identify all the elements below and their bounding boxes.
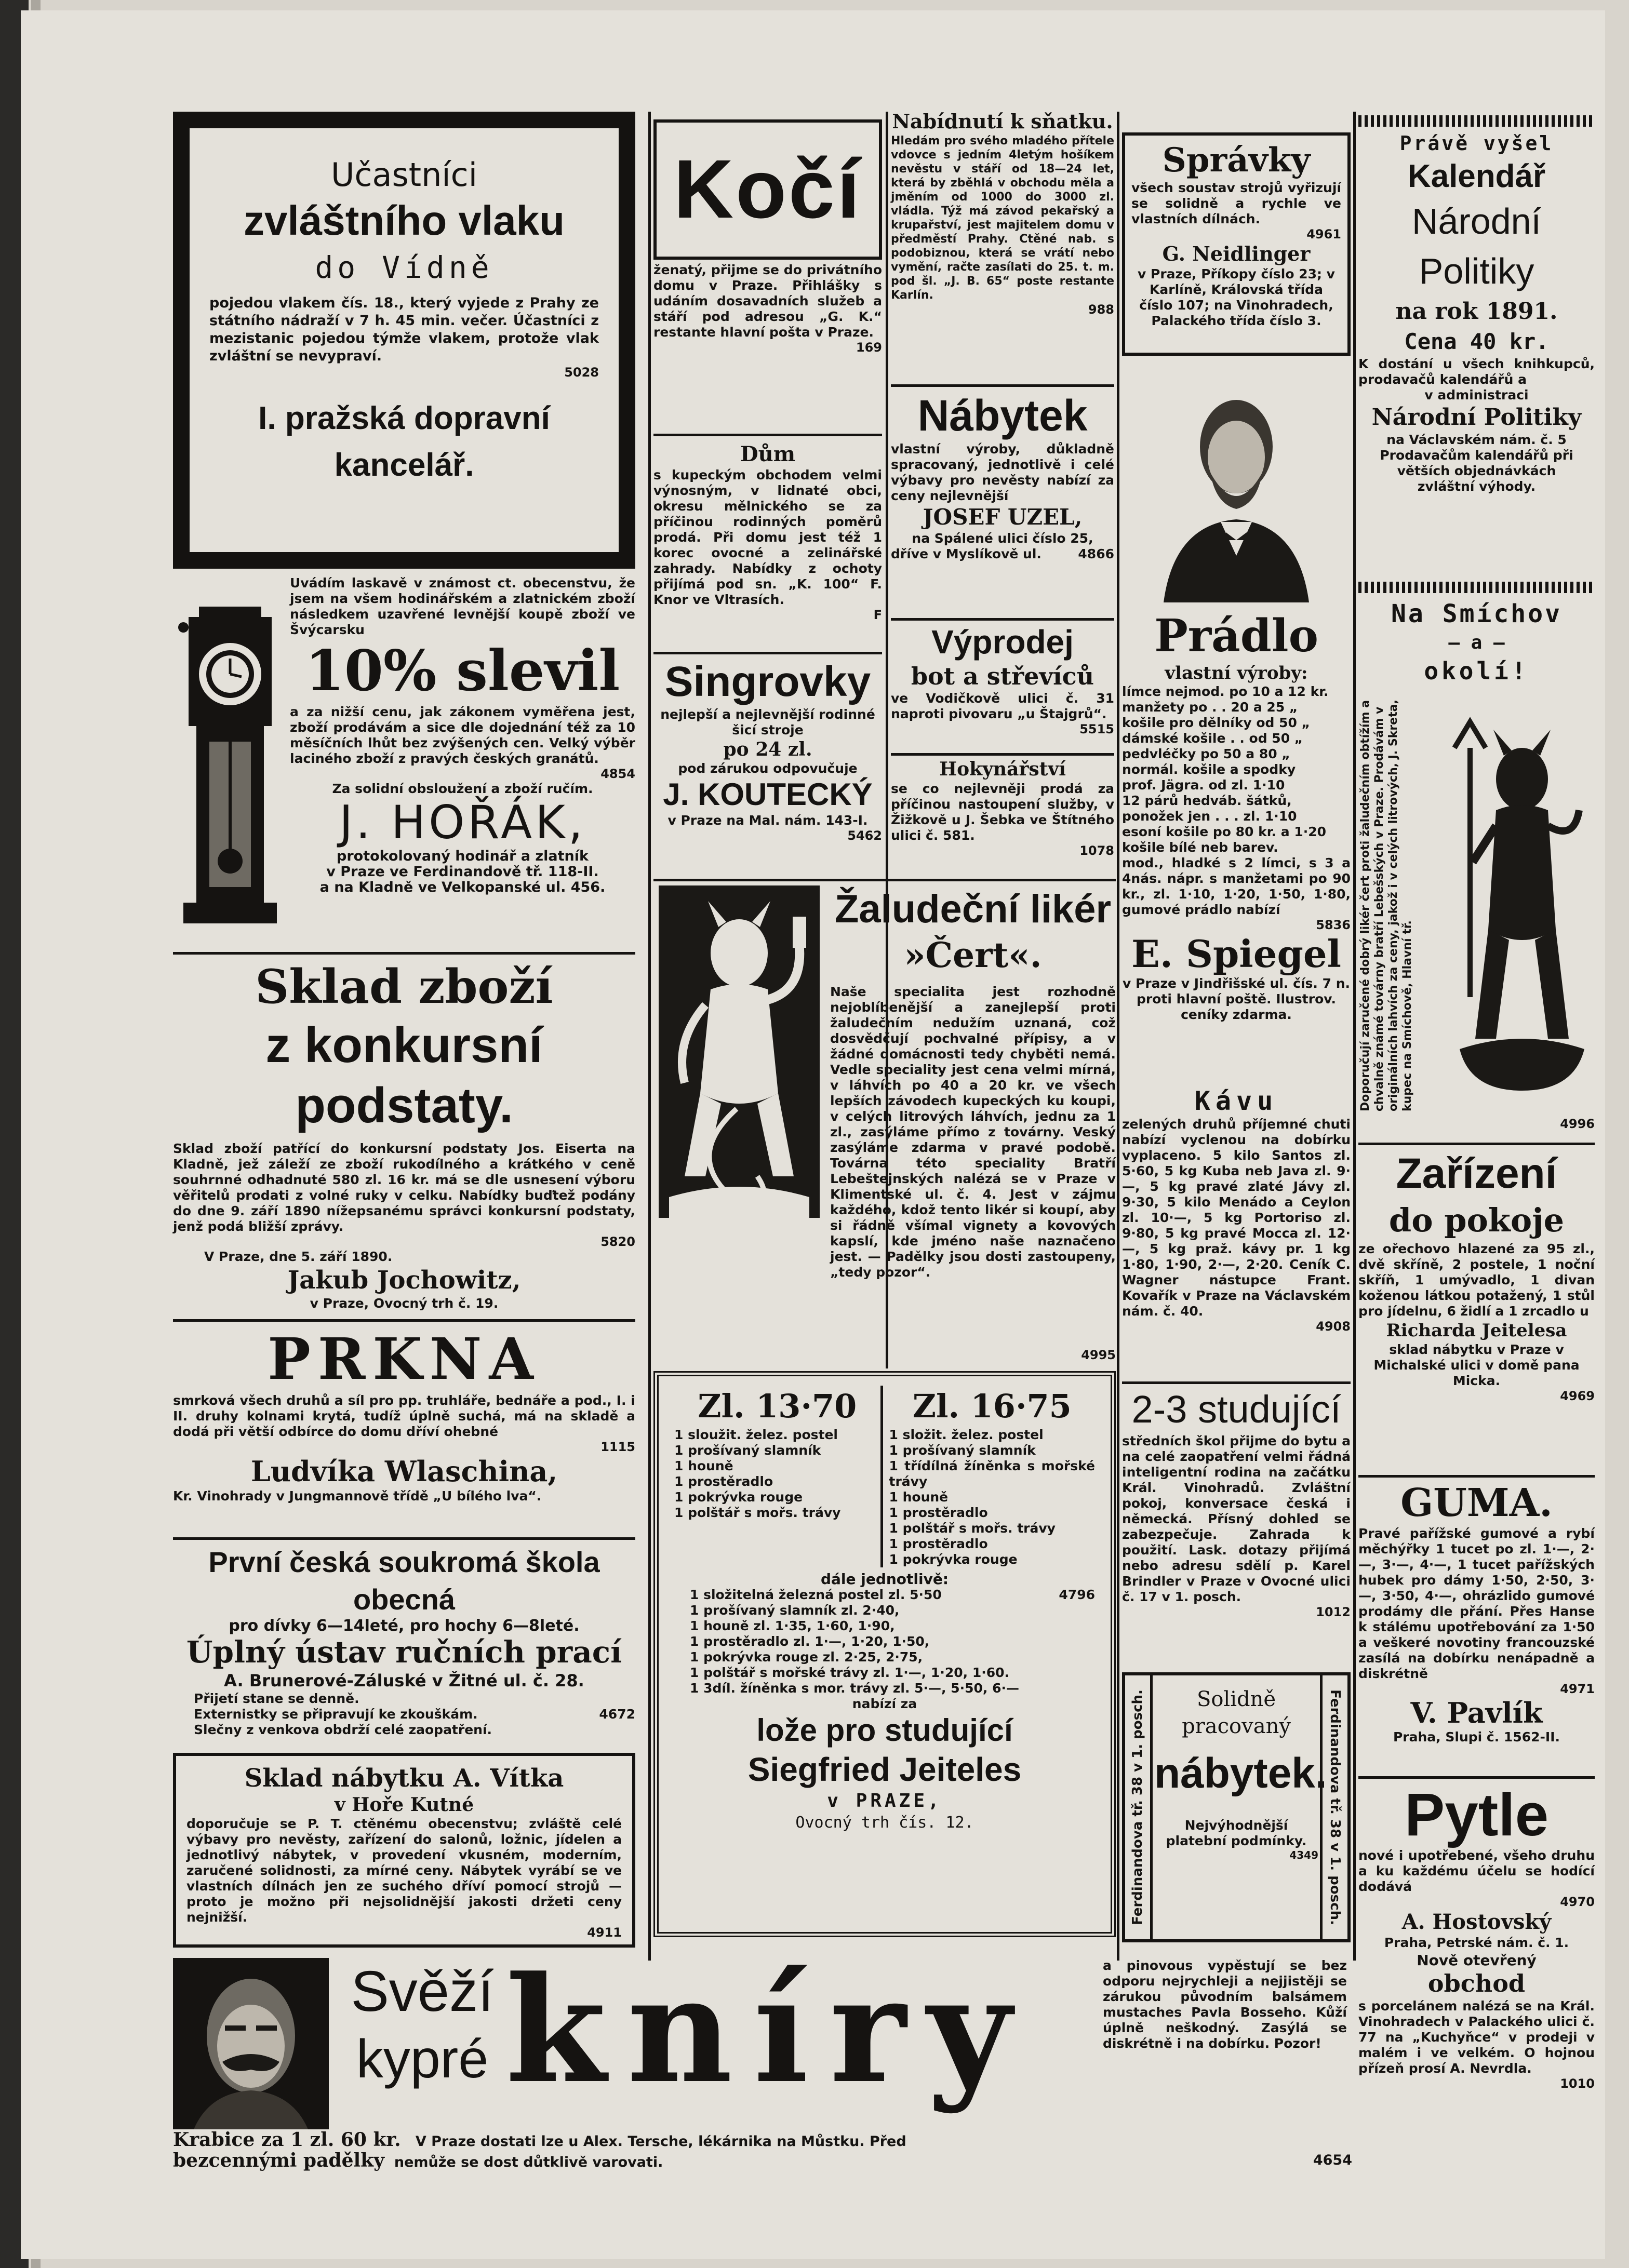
ad-title-line1: Sklad zboží [255,959,553,1014]
ad-body: Sklad zboží patřící do konkursní podstaty Jos. Eiserta na Kladně, jež záleží ze zboží rukodílného a krátkého v ceně souhrnné odhadnuté 580 zl. 16 kr. má se dle usnesení výboru věřitelů prodati z volné ruky v celku. Nabídky buďtež podány do dne 9. září 1890 nížepsanému správci konkursní podstaty, jenž podá bližší zprávy. [173,1141,635,1234]
ad-body: s kupeckým obchodem velmi výnosným, v lidnaté obci, okresu mělnického se za příčinou rodinných poměrů prodá. Při domu jest též 1 korec ovocné a zelinářské zahrady. Nabídky z ochoty přijímá pod sn. „K. 100“ F. Knor ve Vltrasích. [653,467,882,607]
ad-line4: Nejvýhodnější [1184,1818,1288,1833]
ad-title: Kalendář [1407,158,1546,194]
ad-coachman [653,119,882,260]
ad-number: 4995 [1081,1348,1116,1362]
list-item: 1 polštář s mořs. trávy [674,1505,841,1520]
ad-line8: na Václavském nám. č. 5 [1386,432,1567,447]
ad-body: zelených druhů příjemné chuti nabízí vyclenou na dobírku vyplaceno. 5 kilo Santos zl. 5·60, 5 kg Kuba neb Java zl. 9·—, 5 kg pravé zlaté Jávy zl. 9·30, 5 kilo Menádo a Ceylon zl. 10·—, 5 kg Portoriso zl. 9·80, 5 kg pravé Mocca zl. 12·—, 5 kg praž. kávy pr. 1 kg 1·80, 1·90, 2·—, 2·20. Ceník C. Wagner nástupce Frant. Kovařík v Praze na Václavském nám. č. 40. [1122,1117,1351,1319]
column-rule [648,112,651,1961]
ad-address: v Praze, Příkopy číslo 23; v Karlíně, Královská třída číslo 107; na Vinohradech, Palackého třída číslo 3. [1138,266,1335,328]
ad-title: obchod [1427,1969,1526,1997]
ad-repairs [1122,132,1351,356]
ad-number: 4672 [599,1707,635,1722]
ad-title-line4: A. Brunerové-Záluské v Žitné ul. č. 28. [224,1671,584,1690]
list-item: mod., hladké s 2 límci, s 3 a 4nás. nápr. s manžetami po 90 kr., zl. 1·10, 1·20, 1·50, 1·80, gumové prádlo nabízí [1122,855,1351,917]
ad-name: V. Pavlík [1410,1696,1543,1729]
list-item: prof. Jägra. od zl. 1·10 [1122,777,1285,793]
list-item: 1 složitelná železná postel zl. 5·50 [690,1587,942,1602]
ad-title: Pytle [1404,1781,1549,1848]
ad-title-line2: do pokoje [1388,1201,1565,1239]
list-item: 12 párů hedváb. šátků, [1122,793,1292,808]
ad-house [653,441,882,649]
ad-price: Krabice za 1 zl. 60 kr. [173,2129,401,2151]
list-item: esoní košile po 80 kr. a 1·20 [1122,824,1327,839]
ad-title-line2: — a — [1448,632,1505,653]
ad-student-beds [653,1371,1116,1937]
ad-separator [1358,1776,1595,1779]
ad-line7: Národní Politiky [1371,404,1582,431]
devil-illustration [1444,706,1595,1101]
ornament-border [1358,582,1595,593]
clock-illustration [173,596,282,949]
ad-body: všech soustav strojů vyřizují se solidně a rychle ve vlastních dílnách. [1131,180,1341,226]
ad-title-line1: Učastníci [331,156,477,194]
list-item: manžety po . . 20 a 25 „ [1122,700,1298,715]
ad-name: Jakub Jochowitz, [287,1266,521,1295]
ad-title-line1: Na Smíchov [1391,599,1562,628]
list-item: 1 prostěradlo zl. 1·—, 1·20, 1·50, [690,1634,930,1649]
ad-separator [653,652,882,654]
ad-uzel-furniture [891,390,1114,618]
side-address-right: Ferdinandova tř. 38 v 1. posch. [1327,1689,1343,1925]
ad-sacks [1358,1781,1595,1948]
ad-address: Praha, Slupi č. 1562-II. [1393,1729,1560,1744]
ad-name: Ludvíka Wlaschina, [250,1455,558,1488]
ad-address: v Praze, Ovocný trh č. 19. [310,1296,499,1311]
ad-subtitle: dále jednotlivě: [820,1571,949,1588]
ad-vertical-text: Doporučují zaručené dobrý likér čert proti žaludečním obtížím a chvalně známé továrny bratří Lebešských v Praze. Prodávám v originálních lahvích za ceny, jakož i v celých litrových, J. Skreta, kupec na Smíchově, Hlavní tř. [1359,700,1414,1111]
ad-title: Nabídnutí k sňatku. [892,110,1113,133]
ad-body: nové i upotřebené, všeho druhu a ku každému účelu se hodící dodává [1358,1848,1595,1894]
ad-publication: Národní Politiky [1411,201,1542,291]
list-item: 1 polštář s mořské trávy zl. 1·—, 1·20, 1·60. [690,1665,1010,1680]
list-item: pedvléčky po 50 a 80 „ [1122,746,1290,761]
ad-line3: pod zárukou odpovučuje [678,761,858,776]
ad-title-line1: Zařízení [1396,1150,1557,1197]
ad-number: F [873,608,882,622]
ad-title: Nábytek [917,391,1088,440]
ad-body: K dostání u všech knihkupců, prodavačů kalendářů a [1358,356,1595,387]
ad-address: Kr. Vinohrady v Jungmannově třídě „U bílého lva“. [173,1488,542,1504]
list-item: 1 sloužit. želez. postel [674,1427,838,1442]
ad-address: sklad nábytku v Praze v Michalské ulici v domě pana Micka. [1373,1342,1580,1388]
list-item: košile bílé neb barev. [1122,840,1278,855]
ad-separator [1358,1475,1595,1478]
ad-line6: v administraci [1424,387,1529,402]
ad-body: pojedou vlakem čís. 18., který vyjede z Prahy ze státního nádraží v 7 h. 45 min. večer. Účastníci z mezistanic pojedou týmže vlakem, protože vlak zvláštní se nevypraví. [209,295,599,364]
ad-coachman-text [653,262,882,397]
ad-rubber-goods [1358,1480,1595,1771]
ad-subtitle: vlastní výroby: [1165,663,1308,683]
ad-price: po 24 zl. [723,739,812,760]
ad-separator [173,1537,635,1540]
ad-address1: na Spálené ulici číslo 25, [912,531,1093,546]
ad-signature: I. pražská dopravní kancelář. [258,400,550,483]
ad-number: 4908 [1316,1319,1351,1334]
ad-title: Správky [1162,141,1311,180]
ad-address: Ovocný trh čís. 12. [795,1814,974,1832]
ad-seller: V Praze dostati lze u Alex. Tersche, lékárnika na Můstku. Před [415,2133,906,2150]
ad-title: Dům [740,442,796,466]
ad-title: GUMA. [1400,1481,1553,1525]
devil-illustration [653,885,825,1218]
list-item: 1 složit. želez. postel [889,1427,1044,1442]
ad-separator [653,879,1116,881]
ad-number: 1078 [1079,843,1114,858]
ad-title: Kočí [673,142,862,235]
ad-title: Singrovky [664,658,871,705]
ad-vitek-furniture [173,1753,635,1948]
ad-line5: platební podmínky. [1166,1833,1307,1848]
ad-sig1: protokolovaný hodinář a zlatník [337,848,589,864]
list-item: 1 prostěradlo [889,1536,988,1551]
ad-porcelain-shop [1358,1953,1595,2171]
ad-name: JOSEF UZEL, [923,504,1083,530]
ad-horak-watchmaker [173,575,635,949]
price-b: Zl. 16·75 [912,1387,1072,1425]
ad-sig2: v Praze ve Ferdinandově tř. 118-II. [326,864,599,880]
list-item: normál. košile a spodky [1122,762,1296,777]
list-item: 1 3díl. žíněnka s mor. trávy zl. 5·—, 5·50, 6·— [690,1681,1020,1696]
ad-line1: Nově otevřený [1417,1952,1537,1969]
ad-title: Kávu [1194,1086,1278,1116]
list-item: 1 prošívaný slamník [889,1443,1036,1458]
ad-body: středních škol přijme do bytu a na celé zaopatření velmi řádná inteligentní rodina na začátku Král. Vinohradů. Zvláštní pokoj, konversace česká i německá. Přísný dohled se zabezpečuje. Zahrada k použití. Lask. dotazy přijímá nebo adresu sdělí p. Karel Brindler v Praze v Ovocné ulici č. 17 v 1. posch. [1122,1433,1351,1604]
ad-address: Praha, Petrské nám. č. 1. [1384,1935,1569,1950]
ad-body: ze ořechovo hlazené za 95 zl., dvě skříně, 2 postele, 1 noční skříň, 1 umývadlo, 1 divan koženou látkou potažený, 1 stůl pro jídelnu, 6 židlí a 1 zrcadlo u [1358,1241,1595,1319]
side-address-left: Ferdinandova tř. 38 v 1. posch. [1130,1689,1145,1925]
ad-warning-tail: nemůže se dost důtklivě varovati. [394,2154,663,2170]
ad-konkurs-goods [173,958,635,1317]
ad-name: Richarda Jeitelesa [1386,1320,1567,1341]
list-item: 1 houně zl. 1·35, 1·60, 1·90, [690,1618,895,1633]
ad-title-line2: v Hoře Kutné [334,1794,474,1816]
ad-line1: nabízí za [852,1696,917,1711]
ad-number: 169 [856,340,882,355]
ad-body: smrková všech druhů a síl pro pp. truhláře, bednáře a pod., I. i II. druhy kolnami krytá, tudíž úplně suchá, má na skladě a dodá při větší odbírce do domu dříví ohebné [173,1393,635,1439]
list-item: 1 pokrývka rouge [889,1552,1018,1567]
column-rule [1353,112,1356,1961]
ad-title: 2-3 studující [1131,1388,1341,1431]
ad-body: s porcelánem nalézá se na Král. Vinohradech v Palackého ulici č. 77 na „Kuchyňce“ v prodeji v malém i ve velkém. O hojnou přízeň prosí A. Nevrdla. [1358,1998,1595,2076]
ad-coffee [1122,1085,1351,1376]
list-item: dámské košile . . od 50 „ [1122,731,1303,746]
ad-title-line1: První česká soukromá škola obecná [208,1546,600,1616]
ad-title: nábytek. [1154,1750,1327,1797]
ad-title-line3: Úplný ústav ručních prací [186,1634,622,1670]
ad-subtitle: bot a střevíců [911,662,1094,690]
ad-number: 4854 [600,767,635,781]
ad-body: a pinovous vypěstují se bez odporu nejrychleji a nejjistěji se zárukou původním balsámem mustaches Pavla Bosseho. Kůží úplně neškodný. Zasýlá se diskrétně i na dobírku. Pozor! [1103,1958,1347,2051]
ad-separator [891,753,1114,756]
ad-name: J. KOUTECKÝ [663,777,873,812]
ad-address: v Praze na Mal. nám. 143-I. [667,813,868,828]
ad-separator [1122,1381,1351,1384]
ad-separator [173,952,635,955]
ad-year: na rok 1891. [1395,298,1558,325]
column-rule [1117,112,1119,1961]
ad-moustache-balsam [173,1945,1352,2176]
ad-room-furnishing [1358,1148,1595,1470]
list-item: 1 pokrývka rouge zl. 2·25, 2·75, [690,1649,923,1665]
ad-title-line1: Žaludeční likér [834,887,1112,931]
ad-number: 5462 [847,828,882,843]
list-item: 1 prostěradlo [674,1474,773,1489]
gentleman-portrait [1143,384,1330,602]
ad-name: Siegfried Jeiteles [747,1751,1022,1788]
ad-separator [891,384,1114,387]
ad-number: 5820 [600,1234,635,1249]
ad-name: E. Spiegel [1131,932,1341,976]
ad-title: Výprodej [931,623,1074,661]
list-item: 1 houně [889,1489,949,1505]
price-a: Zl. 13·70 [698,1387,857,1425]
ad-boards [173,1325,635,1533]
list-item: 1 pokrývka rouge [674,1489,803,1505]
ad-number: 5515 [1079,722,1114,736]
ad-body: se co nejlevněji prodá za příčinou nastoupení služby, v Žižkově u J. Šebka ve Štítného ulici č. 581. [891,781,1114,843]
ad-number: 4796 [1059,1587,1095,1602]
ad-number: 4996 [1560,1117,1595,1131]
ad-number: 1115 [600,1440,635,1454]
ad-title: Prádlo [1154,610,1318,662]
list-item: 1 prošívaný slamník [674,1443,821,1458]
ad-number: 4911 [587,1925,622,1940]
ad-number: 4349 [1289,1849,1318,1861]
ad-students-lodging [1122,1386,1351,1650]
ad-line1: Právě vyšel [1399,132,1554,155]
ad-line9: Prodavačům kalendářů při větších objednávkách [1380,448,1573,478]
ad-number: 1012 [1316,1605,1351,1619]
ad-warning: bezcennými padělky [173,2150,385,2171]
ad-number: 4654 [1313,2152,1352,2168]
ad-address2: dříve v Myslíkově ul. [891,546,1042,561]
ad-line2: pracovaný [1182,1714,1291,1738]
list-item: košile pro dělníky od 50 „ [1122,715,1311,730]
ad-title-line2: z konkursní podstaty. [265,1017,543,1133]
ad-title: Hokynářství [939,758,1066,780]
ad-title-line2: zvláštního vlaku [244,197,565,244]
ad-body: Pravé pařížské gumové a rybí měchýřky 1 tucet po zl. 1·—, 2·—, 3·—, 4·—, 1 tucet pařížských hubek pro dámy 1·50, 2·50, 3·—, 3·50, 4·—, ohrázlido gumové prodámy dle přání. Přes Hanse k stálému upotřebování za 1·50 a veškeré novotiny francouzské zasílá na dobírku nenápadně a diskrétně [1358,1526,1595,1681]
ad-line1: Solidně [1196,1687,1276,1711]
ad-number: 988 [1088,302,1114,317]
ad-name: A. Hostovský [1401,1910,1552,1934]
ad-shoe-sale [891,622,1114,749]
ad-number: 5836 [1316,918,1351,932]
ad-number: 4969 [1560,1389,1595,1403]
ad-price: Cena 40 kr. [1404,329,1549,354]
ad-headline: kníry [505,1945,1033,2116]
ad-title-line3: do Vídně [315,250,493,285]
ad-line2: Externistky se připravují ke zkouškám. [194,1707,478,1722]
ad-title-line3: okolí! [1424,657,1529,685]
ad-title-line1: Sklad nábytku A. Vítka [244,1764,564,1793]
ad-body: ve Vodičkově ulici č. 31 naproti pivovaru „u Štajgrů“. [891,691,1114,721]
ad-number: 4970 [1560,1895,1595,1909]
ad-private-school [173,1544,635,1751]
ad-smichov [1358,597,1595,1137]
ad-body: Naše specialita jest rozhodně nejoblíbenější a zanejlepší proti žaludečním nedužím uznaná, což dosvědčují pochvalné přípisy, a v žádné domácnosti tedy chyběti nemá. Vedle speciality jest cena velmi mírná, v láhvích po 40 a 20 kr. ve všech lepších závodech kupeckých ku koupi, v celých litrových láhvích, jednu za 1 zl., zasýláme přímo z továrny. Veský zasýláme zdarma v pravé podobě. Továrna této speciality Bratří Lebeštejnských nalézá se v Praze v Klimentské ul. č. 4. Jest v zájmu každého, kdož tento likér si koupí, aby si řádně všímal vignety a kovových kapslí, kde jméno naše naznačeno jest. — Padělky jsou dosti zastoupeny, „tedy pozor“. [830,984,1116,1280]
ad-number: 5028 [564,365,599,380]
ad-line1: Přijetí stane se denně. [194,1691,359,1706]
ad-line2: kypré [356,2029,489,2089]
ad-number: 4961 [1306,227,1341,241]
ad-marriage-offer [891,109,1114,379]
ad-line1: nejlepší a nejlevnější rodinné šicí stroje [660,707,875,737]
ad-devil-liqueur [653,885,1116,1363]
ad-address: v Praze v Jindřišské ul. čís. 7 n. proti hlavní poště. Ilustrov. ceníky zdarma. [1122,976,1350,1022]
ad-body: a za nižší cenu, jak zákonem vyměřena jest, zboží prodávám a sice dle dojednání též za 10 měsíčních lhůt bez zvýšených cen. Velký výběr laciného zboží z pravých českých granátů. [290,704,635,766]
ad-calendar [1358,130,1595,566]
ad-city: v PRAZE, [827,1790,942,1811]
list-item: 1 třídílná žíněnka s mořské trávy [889,1458,1095,1489]
ornament-border [1358,115,1595,127]
ad-separator [173,1319,635,1322]
ad-title-line2: »Čert«. [904,935,1042,975]
ad-line10: zvláštní výhody. [1417,479,1536,494]
ad-note: Za solidní obsloužení a zboží ručím. [332,781,593,796]
ad-separator [1358,1143,1595,1145]
ad-number: 4866 [1078,546,1114,561]
ad-line3: Slečny z venkova obdrží celé zaopatření. [194,1722,492,1737]
ad-body: vlastní výroby, důkladně spracovaný, jednotlivě i celé výbavy pro nevěsty nabízí za ceny nejlevnější [891,441,1114,503]
ad-number: 1010 [1560,2076,1595,2091]
ad-body: doporučuje se P. T. ctěnému obecenstvu; zvláště celé výbavy pro nevěsty, zařízení do salonů, ložnic, jídelen a jednotlivý nábytek, v provedení vkusném, moderním, zaručené solidnosti, za mírné ceny. Nábytek vyrábí se ve vlastních dílnách jen ze suchého dříví pomocí strojů — proto je možno při nejsolidnější jakosti držeti ceny nejnižší. [186,1816,622,1925]
list-item: 1 houně [674,1458,733,1473]
ad-separator [891,618,1114,621]
list-item: 1 polštář s mořs. trávy [889,1521,1056,1536]
ad-intro: Uvádím laskavě v známost ct. obecenstvu, že jsem na všem hodinářském a zlatnickém zboží následkem uzavřené levnější koupě zboží ve Švýcarsku [290,575,635,637]
ad-vienna-train [173,112,635,569]
ad-date: V Praze, dne 5. září 1890. [204,1249,393,1264]
list-item: 1 prošívaný slamník zl. 2·40, [690,1603,900,1618]
ad-linen [1122,610,1351,1072]
list-item: ponožek jen . . . zl. 1·10 [1122,809,1297,824]
ad-headline: 10% slevil [305,638,620,704]
ad-name: J. HOŘÁK, [339,796,586,849]
ad-number: 4971 [1560,1682,1595,1696]
ad-separator [653,434,882,436]
ad-solid-furniture [1122,1672,1351,1942]
ad-sig3: a na Kladně ve Velkopanské ul. 456. [319,879,606,895]
list-item: límce nejmod. po 10 a 12 kr. [1122,684,1329,699]
man-portrait [173,1958,329,2129]
ad-grocery [891,757,1114,874]
ad-name: G. Neidlinger [1162,242,1311,265]
list-item: 1 prostěradlo [889,1505,988,1520]
ad-line1: Svěží [351,1960,494,2023]
ad-title-line2: pro dívky 6—14leté, pro hochy 6—8leté. [229,1617,580,1635]
ad-sewing-machines [653,657,882,875]
ad-body: Hledám pro svého mladého přítele vdovce s jedním 4letým hošíkem nevěstu v stáří od 18—24 let, která by zběhlá v obchodu měla a jměním od 1000 do 3000 zl. vládla. Týž má závod pekařský a krupařství, jest majitelem domu v předměstí Prahy. Ctěné nab. s podobiznou, která se vrátí nebo vymění, račte zasílati do 25. t. m. pod šl. „J. B. 65“ poste restante Karlín. [891,135,1114,302]
ad-title: PRKNA [268,1325,541,1392]
ad-line2: lože pro studující [756,1713,1013,1748]
ad-body: ženatý, přijme se do privátního domu v Praze. Přihlášky s udáním dosavadních služeb a stáří pod adresou „G. K.“ restante hlavní pošta v Praze. [653,262,882,340]
